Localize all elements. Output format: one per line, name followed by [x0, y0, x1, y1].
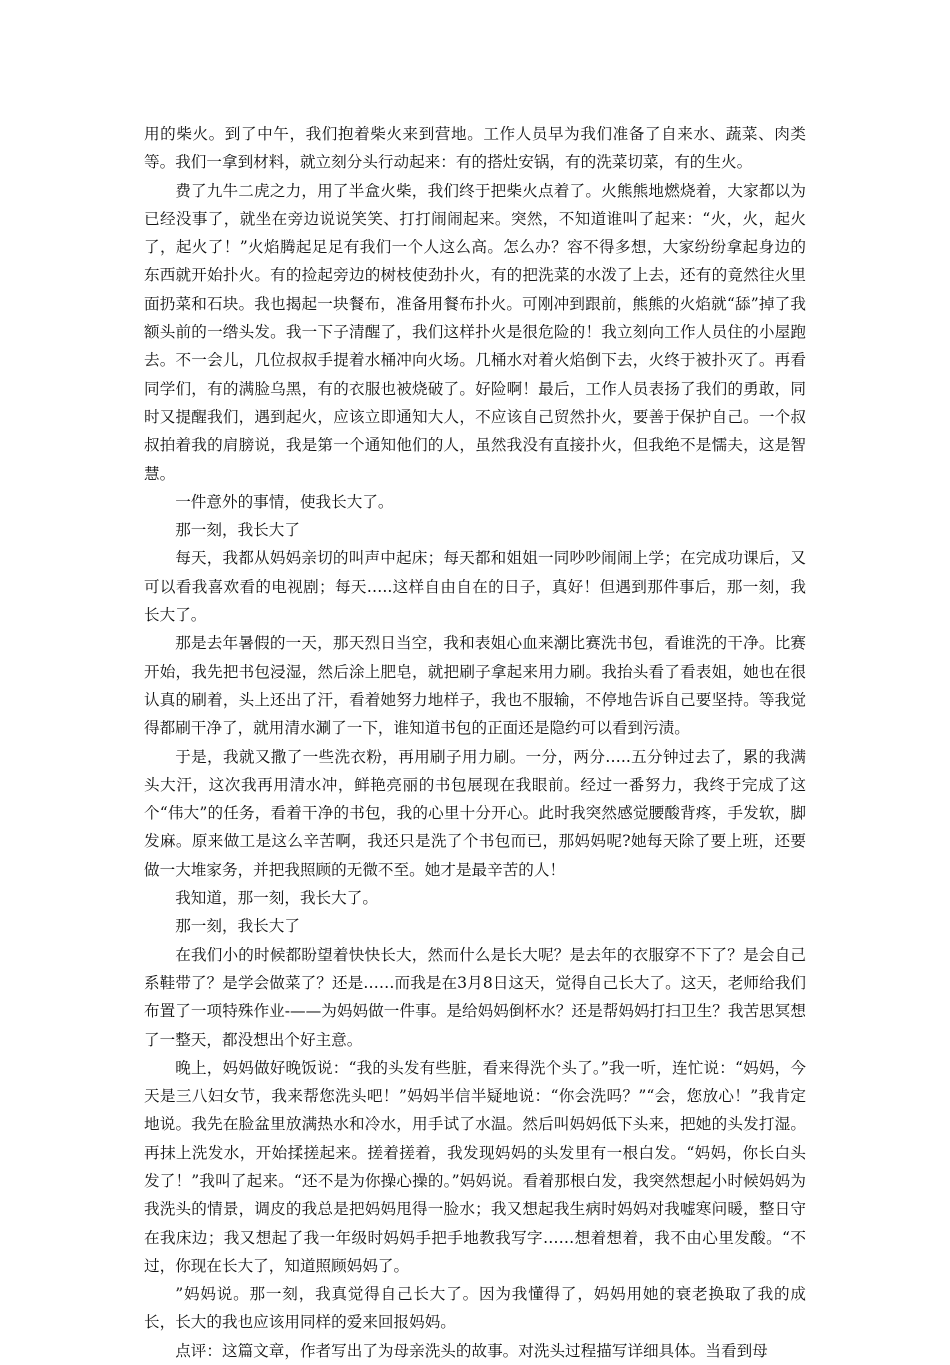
paragraph-8: 在我们小的时候都盼望着快快长大，然而什么是长大呢？是去年的衣服穿不下了？是会自己系鞋带了？是学会做菜了？还是……而我是在3月8日这天，觉得自己长大了。这天，老师给我们布置了一项特殊作业-——为妈妈做一件事。是给妈妈倒杯水？还是帮妈妈打扫卫生？我苦思冥想了一整天，都没想出个好主意。: [144, 945, 806, 1049]
paragraph-9: 晚上，妈妈做好晚饭说：“我的头发有些脏，看来得洗个头了。”我一听，连忙说：“妈妈，今天是三八妇女节，我来帮您洗头吧！”妈妈半信半疑地说：“你会洗吗？”“会，您放心！”我肯定地说。我先在脸盆里放满热水和冷水，用手试了水温。然后叫妈妈低下头来，把她的头发打湿。再抹上洗发水，开始揉搓起来。搓着搓着，我发现妈妈的头发里有一根白发。“妈妈，你长白头发了！”我叫了起来。“还不是为你操心操的。”妈妈说。看着那根白发，我突然想起小时候妈妈为我洗头的情景，调皮的我总是把妈妈甩得一脸水；我又想起我生病时妈妈对我嘘寒问暖，整日守在我床边；我又想起了我一年级时妈妈手把手地教我写字……想着想着，我不由心里发酸。“不过，你现在长大了，知道照顾妈妈了。: [144, 1058, 806, 1275]
paragraph-10: ”妈妈说。那一刻，我真觉得自己长大了。因为我懂得了，妈妈用她的衰老换取了我的成长，长大的我也应该用同样的爱来回报妈妈。: [144, 1285, 806, 1332]
paragraph-1: 用的柴火。到了中午，我们抱着柴火来到营地。工作人员早为我们准备了自来水、蔬菜、肉类等。我们一拿到材料，就立刻分头行动起来：有的搭灶安锅，有的洗菜切菜，有的生火。: [144, 125, 806, 172]
paragraph-2: 费了九牛二虎之力，用了半盒火柴，我们终于把柴火点着了。火熊熊地燃烧着，大家都以为已经没事了，就坐在旁边说说笑笑、打打闹闹起来。突然，不知道谁叫了起来：“火，火，起火了，起火了！”火焰腾起足足有我们一个人这么高。怎么办？容不得多想，大家纷纷拿起身边的东西就开始扑火。有的捡起旁边的树枝使劲扑火，有的把洗菜的水泼了上去，还有的竟然往火里面扔菜和石块。我也揭起一块餐布，准备用餐布扑火。可刚冲到跟前，熊熊的火焰就“舔”掉了我额头前的一绺头发。我一下子清醒了，我们这样扑火是很危险的！我立刻向工作人员住的小屋跑去。不一会儿，几位叔叔手提着水桶冲向火场。几桶水对着火焰倒下去，火终于被扑灭了。再看同学们，有的满脸乌黑，有的衣服也被烧破了。好险啊！最后，工作人员表扬了我们的勇敢，同时又提醒我们，遇到起火，应该立即通知大人，不应该自己贸然扑火，要善于保护自己。一个叔叔拍着我的肩膀说，我是第一个通知他们的人，虽然我没有直接扑火，但我绝不是懦夫，这是智慧。: [144, 181, 806, 483]
paragraph-6: 于是，我就又撒了一些洗衣粉，再用刷子用力刷。一分，两分…..五分钟过去了，累的我满头大汗，这次我再用清水冲，鲜艳亮丽的书包展现在我眼前。经过一番努力，我终于完成了这个“伟大”的任务，看着干净的书包，我的心里十分开心。此时我突然感觉腰酸背疼，手发软，脚发麻。原来做工是这么辛苦啊，我还只是洗了个书包而已，那妈妈呢?她每天除了要上班，还要做一大堆家务，并把我照顾的无微不至。她才是最辛苦的人！: [144, 747, 806, 879]
paragraph-5: 那是去年暑假的一天，那天烈日当空，我和表姐心血来潮比赛洗书包，看谁洗的干净。比赛开始，我先把书包浸湿，然后涂上肥皂，就把刷子拿起来用力刷。我抬头看了看表姐，她也在很认真的刷着，头上还出了汗，看着她努力地样子，我也不服输，不停地告诉自己要坚持。等我觉得都刷干净了，就用清水涮了一下，谁知道书包的正面还是隐约可以看到污渍。: [144, 634, 806, 738]
paragraph-3: 一件意外的事情，使我长大了。: [175, 492, 394, 511]
paragraph-7: 我知道，那一刻，我长大了。: [175, 889, 378, 908]
document-body: [144, 120, 806, 1365]
section-heading-2: 那一刻，我长大了: [175, 917, 300, 936]
comment-paragraph: 点评：这篇文章，作者写出了为母亲洗头的故事。对洗头过程描写详细具体。当看到母: [175, 1341, 768, 1360]
paragraph-4: 每天，我都从妈妈亲切的叫声中起床；每天都和姐姐一同吵吵闹闹上学；在完成功课后，又可以看我喜欢看的电视剧；每天…..这样自由自在的日子，真好！但遇到那件事后，那一刻，我长大了。: [144, 549, 806, 625]
section-heading-1: 那一刻，我长大了: [175, 521, 300, 540]
